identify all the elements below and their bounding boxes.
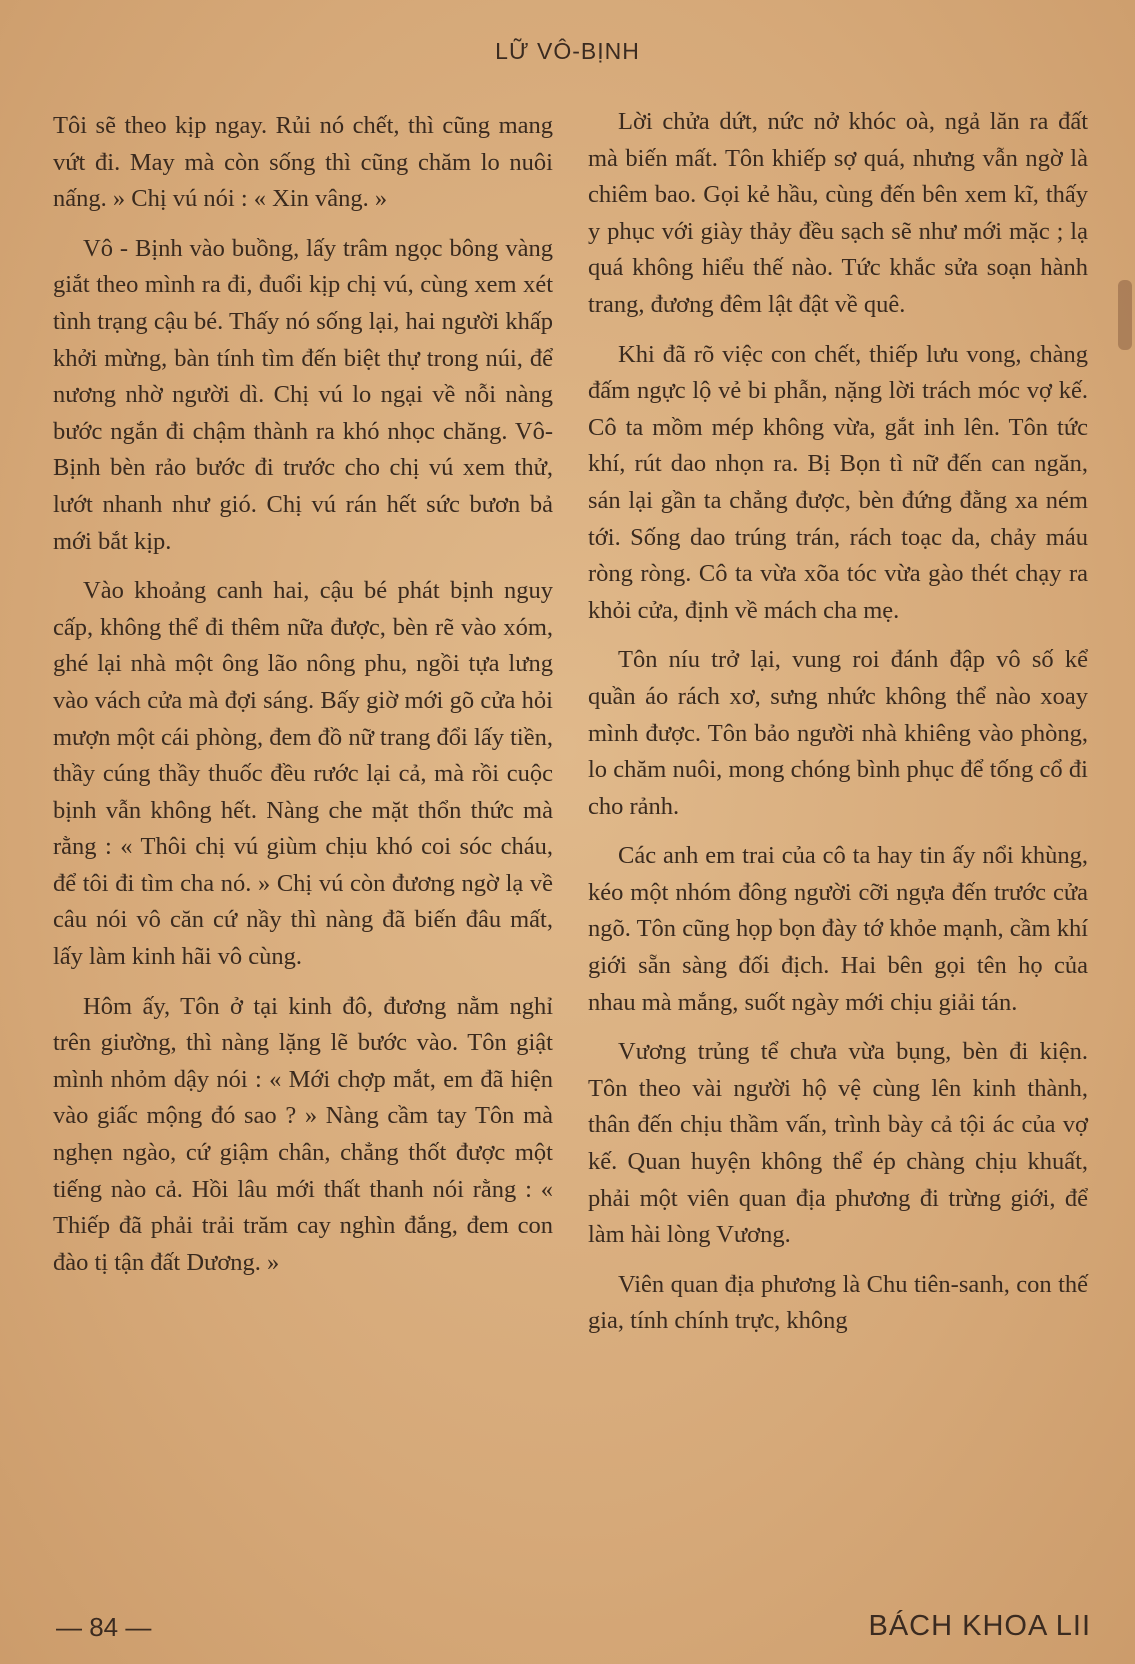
magazine-name: BÁCH KHOA LII bbox=[868, 1610, 1091, 1642]
paragraph: Tôn níu trở lại, vung roi đánh đập vô số kể quần áo rách xơ, sưng nhức không thể nào xoay mình được. Tôn bảo người nhà khiêng vào phòng, lo chăm nuôi, mong chóng bình phục để tống cổ đi cho rảnh. bbox=[588, 646, 1088, 820]
paragraph: Lời chửa dứt, nức nở khóc oà, ngả lăn ra đất mà biến mất. Tôn khiếp sợ quá, nhưng vẫn ngờ là chiêm bao. Gọi kẻ hầu, cùng đến bên xem kĩ, thấy y phục với giày thảy đều sạch sẽ như mới mặc ; lạ quá không hiểu thế nào. Tức khắc sửa soạn hành trang, đương đêm lật đật về quê. bbox=[588, 108, 1088, 318]
paragraph: Tôi sẽ theo kịp ngay. Rủi nó chết, thì cũng mang vứt đi. May mà còn sống thì cũng chăm lo nuôi nấng. » Chị vú nói : « Xin vâng. » bbox=[53, 112, 553, 213]
paragraph: Các anh em trai của cô ta hay tin ấy nổi khùng, kéo một nhóm đông người cỡi ngựa đến trước cửa ngõ. Tôn cũng họp bọn đày tớ khỏe mạnh, cầm khí giới sẵn sàng đối địch. Hai bên gọi tên họ của nhau mà mắng, suốt ngày mới chịu giải tán. bbox=[588, 842, 1088, 1016]
paragraph: Viên quan địa phương là Chu tiên-sanh, con thế gia, tính chính trực, không bbox=[588, 1270, 1088, 1335]
page-number: — 84 — bbox=[56, 1612, 152, 1642]
paragraph: Khi đã rõ việc con chết, thiếp lưu vong, chàng đấm ngực lộ vẻ bi phẫn, nặng lời trách móc vợ kế. Cô ta mồm mép không vừa, gắt inh lên. Tôn tức khí, rút dao nhọn ra. Bị Bọn tì nữ đến can ngăn, sán lại gần ta chẳng được, bèn đứng đằng xa ném tới. Sống dao trúng trán, rách toạc da, chảy máu ròng ròng. Cô ta vừa xõa tóc vừa gào thét chạy ra khỏi cửa, định về mách cha mẹ. bbox=[588, 340, 1088, 624]
paragraph: Hôm ấy, Tôn ở tại kinh đô, đương nằm nghỉ trên giường, thì nàng lặng lẽ bước vào. Tôn giật mình nhỏm dậy nói : « Mới chợp mắt, em đã hiện vào giấc mộng đó sao ? » Nàng cầm tay Tôn mà nghẹn ngào, cứ giậm chân, chẳng thốt được một tiếng nào cả. Hồi lâu mới thất thanh nói rằng : « Thiếp đã phải trải trăm cay nghìn đắng, đem con đào tị tận đất Dương. » bbox=[53, 992, 553, 1276]
paragraph: Vào khoảng canh hai, cậu bé phát bịnh nguy cấp, không thể đi thêm nữa được, bèn rẽ vào xóm, ghé lại nhà một ông lão nông phu, ngồi tựa lưng vào vách cửa mà đợi sáng. Bấy giờ mới gõ cửa hỏi mượn một cái phòng, đem đồ nữ trang đổi lấy tiền, thầy cúng thầy thuốc đều rước lại cả, mà rồi cuộc bịnh vẫn không hết. Nàng che mặt thổn thức mà rằng : « Thôi chị vú giùm chịu khó coi sóc cháu, để tôi đi tìm cha nó. » Chị vú còn đương ngờ lạ về câu nói vô căn cứ nầy thì nàng đã biến đâu mất, lấy làm kinh hãi vô cùng. bbox=[53, 577, 553, 971]
running-header: LỮ VÔ-BỊNH bbox=[495, 38, 640, 64]
paragraph: Vô - Bịnh vào buồng, lấy trâm ngọc bông vàng giắt theo mình ra đi, đuổi kịp chị vú, cùng xem xét tình trạng cậu bé. Thấy nó sống lại, hai người khấp khởi mừng, bàn tính tìm đến biệt thự trong núi, để nương nhờ người dì. Chị vú lo ngại về nỗi nàng bước ngắn đi chậm thành ra khó nhọc chăng. Vô-Bịnh bèn rảo bước đi trước cho chị vú xem thử, lướt nhanh như gió. Chị vú rán hết sức bươn bả mới bắt kịp. bbox=[53, 234, 553, 555]
paragraph: Vương trủng tể chưa vừa bụng, bèn đi kiện. Tôn theo vài người hộ vệ cùng lên kinh thành, thân đến chịu thầm vấn, trình bày cả tội ác của vợ kế. Quan huyện không thể ép chàng chịu khuất, phải một viên quan địa phương đi trừng giới, để làm hài lòng Vương. bbox=[588, 1038, 1088, 1249]
ink-stain bbox=[1118, 280, 1132, 350]
left-column bbox=[53, 108, 553, 1294]
right-column bbox=[588, 104, 1088, 1353]
